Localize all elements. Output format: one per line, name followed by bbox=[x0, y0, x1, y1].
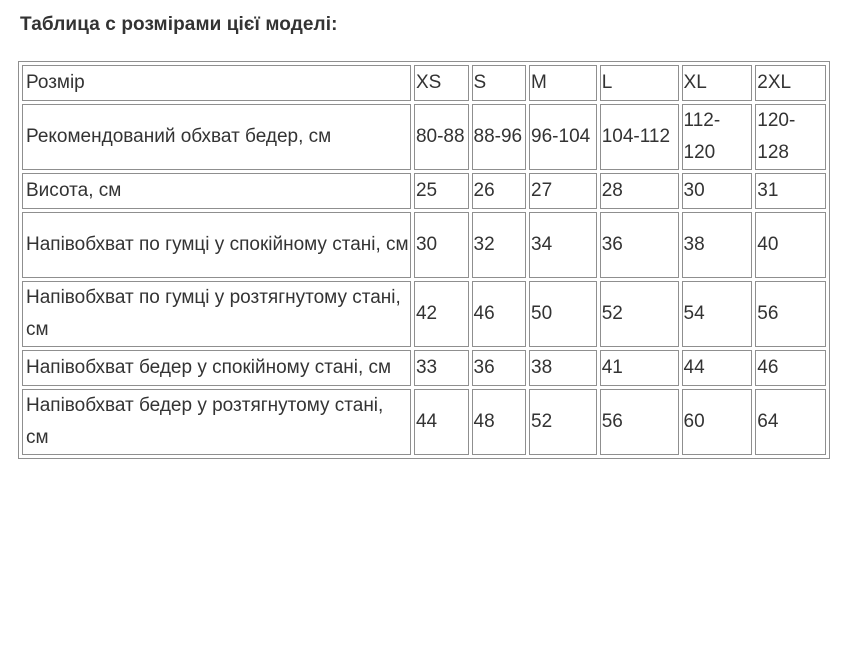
value-cell: 41 bbox=[600, 350, 679, 386]
value-cell: 30 bbox=[682, 173, 753, 209]
table-row bbox=[22, 389, 826, 455]
table-header-row bbox=[22, 65, 826, 101]
table-row bbox=[22, 212, 826, 278]
size-chart-table bbox=[18, 61, 830, 459]
value-cell: 44 bbox=[414, 389, 469, 455]
header-label-cell: Розмір bbox=[22, 65, 411, 101]
value-cell: 27 bbox=[529, 173, 597, 209]
page-title: Таблица с розмірами цієї моделі: bbox=[20, 14, 338, 35]
row-label-cell: Рекомендований обхват бедер, см bbox=[22, 104, 411, 170]
row-label-cell: Висота, см bbox=[22, 173, 411, 209]
value-cell: 36 bbox=[472, 350, 527, 386]
value-cell: 52 bbox=[529, 389, 597, 455]
value-cell: 46 bbox=[755, 350, 826, 386]
value-cell: 42 bbox=[414, 281, 469, 347]
size-header-cell: XL bbox=[682, 65, 753, 101]
value-cell: 120-128 bbox=[755, 104, 826, 170]
value-cell: 60 bbox=[682, 389, 753, 455]
row-label-cell: Напівобхват бедер у розтягнутому стані, см bbox=[22, 389, 411, 455]
value-cell: 46 bbox=[472, 281, 527, 347]
value-cell: 50 bbox=[529, 281, 597, 347]
value-cell: 88-96 bbox=[472, 104, 527, 170]
value-cell: 104-112 bbox=[600, 104, 679, 170]
value-cell: 54 bbox=[682, 281, 753, 347]
table-row bbox=[22, 350, 826, 386]
size-header-cell: S bbox=[472, 65, 527, 101]
row-label-cell: Напівобхват по гумці у розтягнутому стані, см bbox=[22, 281, 411, 347]
value-cell: 48 bbox=[472, 389, 527, 455]
value-cell: 26 bbox=[472, 173, 527, 209]
value-cell: 52 bbox=[600, 281, 679, 347]
value-cell: 96-104 bbox=[529, 104, 597, 170]
row-label-cell: Напівобхват бедер у спокійному стані, см bbox=[22, 350, 411, 386]
value-cell: 36 bbox=[600, 212, 679, 278]
value-cell: 56 bbox=[600, 389, 679, 455]
value-cell: 38 bbox=[529, 350, 597, 386]
table-row bbox=[22, 281, 826, 347]
size-header-cell: L bbox=[600, 65, 679, 101]
value-cell: 64 bbox=[755, 389, 826, 455]
size-header-cell: M bbox=[529, 65, 597, 101]
table-row bbox=[22, 104, 826, 170]
table-row bbox=[22, 173, 826, 209]
size-header-cell: 2XL bbox=[755, 65, 826, 101]
value-cell: 28 bbox=[600, 173, 679, 209]
row-label-cell: Напівобхват по гумці у спокійному стані, см bbox=[22, 212, 411, 278]
value-cell: 56 bbox=[755, 281, 826, 347]
value-cell: 44 bbox=[682, 350, 753, 386]
value-cell: 34 bbox=[529, 212, 597, 278]
value-cell: 33 bbox=[414, 350, 469, 386]
value-cell: 30 bbox=[414, 212, 469, 278]
size-header-cell: XS bbox=[414, 65, 469, 101]
value-cell: 40 bbox=[755, 212, 826, 278]
value-cell: 112-120 bbox=[682, 104, 753, 170]
value-cell: 25 bbox=[414, 173, 469, 209]
value-cell: 32 bbox=[472, 212, 527, 278]
value-cell: 38 bbox=[682, 212, 753, 278]
value-cell: 80-88 bbox=[414, 104, 469, 170]
value-cell: 31 bbox=[755, 173, 826, 209]
